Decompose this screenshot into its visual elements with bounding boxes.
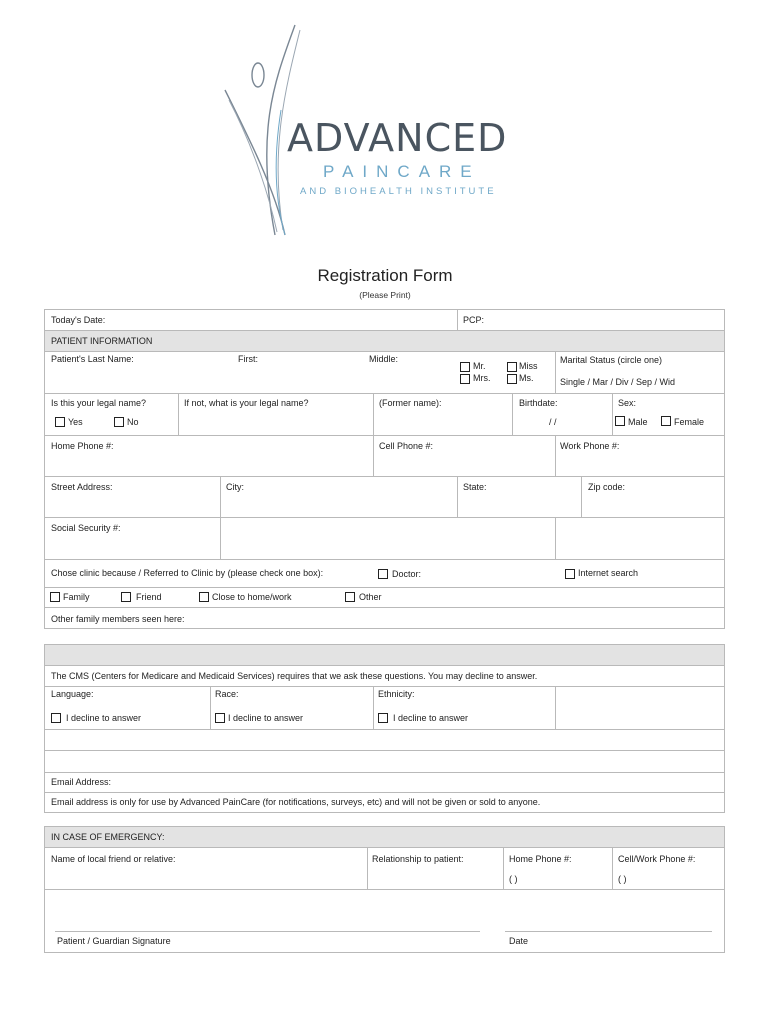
male-label: Male bbox=[628, 417, 648, 427]
miss-checkbox[interactable] bbox=[507, 362, 517, 372]
internet-search-label: Internet search bbox=[578, 568, 639, 578]
first-name-field[interactable] bbox=[238, 366, 363, 390]
middle-name-label: Middle: bbox=[369, 354, 399, 364]
chose-clinic-label: Chose clinic because / Referred to Clinic by (please check one box): bbox=[51, 568, 324, 578]
emergency-header: IN CASE OF EMERGENCY: bbox=[51, 832, 165, 842]
race-label: Race: bbox=[215, 689, 239, 699]
race-decline-checkbox[interactable] bbox=[215, 713, 225, 723]
street-address-field[interactable] bbox=[51, 494, 216, 514]
emergency-name-label: Name of local friend or relative: bbox=[51, 854, 176, 864]
pcp-label: PCP: bbox=[463, 315, 485, 325]
female-label: Female bbox=[674, 417, 705, 427]
mrs-checkbox[interactable] bbox=[460, 374, 470, 384]
friend-label: Friend bbox=[136, 592, 162, 602]
form-subtitle: (Please Print) bbox=[359, 290, 411, 300]
legal-name-question: Is this your legal name? bbox=[51, 398, 147, 408]
logo-line3: AND BIOHEALTH INSTITUTE bbox=[300, 186, 497, 197]
marital-status-options[interactable]: Single / Mar / Div / Sep / Wid bbox=[560, 377, 676, 387]
ssn-field[interactable] bbox=[226, 520, 551, 556]
email-address-field[interactable] bbox=[116, 774, 720, 791]
ms-checkbox[interactable] bbox=[507, 374, 517, 384]
form-title: Registration Form bbox=[317, 266, 453, 285]
other-family-field[interactable] bbox=[195, 610, 720, 626]
relationship-field[interactable] bbox=[372, 866, 498, 886]
home-phone-label: Home Phone #: bbox=[51, 441, 114, 451]
mrs-label: Mrs. bbox=[473, 373, 491, 383]
logo-line1: ADVANCED bbox=[287, 116, 508, 160]
former-name-field[interactable] bbox=[379, 410, 507, 432]
family-checkbox[interactable] bbox=[50, 592, 60, 602]
zip-code-label: Zip code: bbox=[588, 482, 626, 492]
legal-yes-label: Yes bbox=[68, 417, 83, 427]
legal-name-field[interactable] bbox=[184, 410, 369, 432]
todays-date-field[interactable] bbox=[110, 311, 450, 329]
internet-search-checkbox[interactable] bbox=[565, 569, 575, 579]
city-label: City: bbox=[226, 482, 244, 492]
doctor-checkbox[interactable] bbox=[378, 569, 388, 579]
doctor-field[interactable] bbox=[430, 564, 550, 582]
cell-phone-field[interactable] bbox=[379, 453, 549, 473]
home-phone-field[interactable] bbox=[51, 453, 366, 473]
ethnicity-decline-label: I decline to answer bbox=[393, 713, 469, 723]
other-label: Other bbox=[359, 592, 382, 602]
mr-label: Mr. bbox=[473, 361, 486, 371]
emergency-cell-phone-field[interactable]: ( ) bbox=[618, 874, 627, 884]
middle-name-field[interactable] bbox=[369, 366, 454, 390]
emergency-name-field[interactable] bbox=[51, 866, 361, 886]
ethnicity-decline-checkbox[interactable] bbox=[378, 713, 388, 723]
language-decline-checkbox[interactable] bbox=[51, 713, 61, 723]
race-decline-label: I decline to answer bbox=[228, 713, 304, 723]
other-checkbox[interactable] bbox=[345, 592, 355, 602]
legal-no-checkbox[interactable] bbox=[114, 417, 124, 427]
zip-code-field[interactable] bbox=[588, 494, 720, 514]
ms-label: Ms. bbox=[519, 373, 534, 383]
male-checkbox[interactable] bbox=[615, 416, 625, 426]
logo bbox=[215, 20, 535, 245]
email-notice: Email address is only for use by Advanced PainCare (for notifications, surveys, etc) and will not be given or sold to anyone. bbox=[51, 797, 541, 807]
todays-date-label: Today's Date: bbox=[51, 315, 106, 325]
city-field[interactable] bbox=[226, 494, 451, 514]
close-to-home-checkbox[interactable] bbox=[199, 592, 209, 602]
birthdate-field[interactable]: / / bbox=[549, 417, 557, 427]
street-address-label: Street Address: bbox=[51, 482, 113, 492]
family-label: Family bbox=[63, 592, 90, 602]
mr-checkbox[interactable] bbox=[460, 362, 470, 372]
friend-checkbox[interactable] bbox=[121, 592, 131, 602]
date-line[interactable] bbox=[505, 931, 712, 932]
doctor-label: Doctor: bbox=[392, 569, 422, 579]
emergency-home-phone-field[interactable]: ( ) bbox=[509, 874, 518, 884]
date-label: Date bbox=[509, 936, 529, 946]
pcp-field[interactable] bbox=[490, 311, 720, 329]
birthdate-label: Birthdate: bbox=[519, 398, 558, 408]
ethnicity-label: Ethnicity: bbox=[378, 689, 415, 699]
if-not-legal-name-label: If not, what is your legal name? bbox=[184, 398, 309, 408]
last-name-label: Patient's Last Name: bbox=[51, 354, 134, 364]
female-checkbox[interactable] bbox=[661, 416, 671, 426]
signature-label: Patient / Guardian Signature bbox=[57, 936, 171, 946]
language-decline-label: I decline to answer bbox=[66, 713, 142, 723]
marital-status-label: Marital Status (circle one) bbox=[560, 355, 663, 365]
sex-label: Sex: bbox=[618, 398, 637, 408]
ssn-label: Social Security #: bbox=[51, 523, 121, 533]
signature-line[interactable] bbox=[55, 931, 480, 932]
language-label: Language: bbox=[51, 689, 94, 699]
former-name-label: (Former name): bbox=[379, 398, 442, 408]
state-label: State: bbox=[463, 482, 487, 492]
legal-no-label: No bbox=[127, 417, 139, 427]
patient-info-header: PATIENT INFORMATION bbox=[51, 336, 153, 346]
legal-yes-checkbox[interactable] bbox=[55, 417, 65, 427]
work-phone-field[interactable] bbox=[560, 453, 720, 473]
miss-label: Miss bbox=[519, 361, 538, 371]
work-phone-label: Work Phone #: bbox=[560, 441, 620, 451]
cms-notice: The CMS (Centers for Medicare and Medicaid Services) requires that we ask these questions. You may decline to answer. bbox=[51, 671, 538, 681]
state-field[interactable] bbox=[463, 494, 576, 514]
emergency-cell-phone-label: Cell/Work Phone #: bbox=[618, 854, 696, 864]
cell-phone-label: Cell Phone #: bbox=[379, 441, 434, 451]
email-address-label: Email Address: bbox=[51, 777, 112, 787]
close-to-home-label: Close to home/work bbox=[212, 592, 292, 602]
other-family-label: Other family members seen here: bbox=[51, 614, 185, 624]
logo-line2: PAINCARE bbox=[323, 162, 481, 181]
relationship-label: Relationship to patient: bbox=[372, 854, 464, 864]
last-name-field[interactable] bbox=[51, 366, 231, 390]
first-name-label: First: bbox=[238, 354, 258, 364]
cms-header-band bbox=[45, 645, 724, 665]
emergency-home-phone-label: Home Phone #: bbox=[509, 854, 572, 864]
